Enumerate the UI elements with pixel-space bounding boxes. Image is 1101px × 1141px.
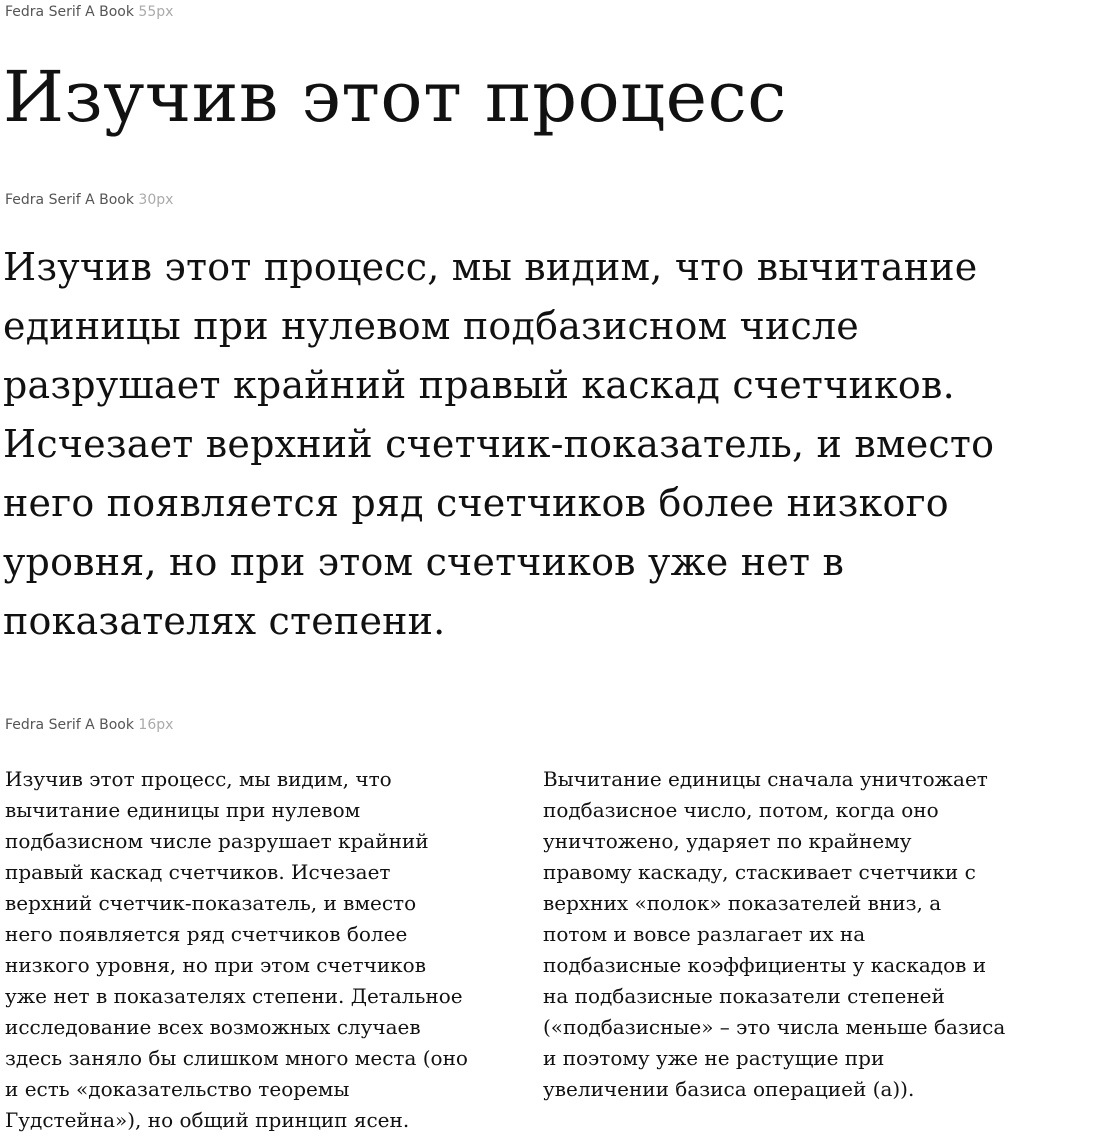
column-line: подбазисные коэффициенты у каскадов и	[543, 953, 987, 977]
paragraph-line: единицы при нулевом подбазисном числе	[3, 304, 859, 348]
specimen-label-16	[5, 716, 173, 734]
paragraph-line: уровня, но при этом счетчиков уже нет в	[3, 540, 845, 584]
column-line: уже нет в показателях степени. Детальное	[5, 984, 463, 1008]
font-size-label: 16px	[138, 717, 174, 733]
column-line: («подбазисные» – это числа меньше базиса	[543, 1015, 1006, 1039]
column-line: него появляется ряд счетчиков более	[5, 922, 408, 946]
paragraph-line: Изучив этот процесс, мы видим, что вычитание	[3, 245, 978, 289]
column-line: исследование всех возможных случаев	[5, 1015, 421, 1039]
column-line: подбазисное число, потом, когда оно	[543, 798, 939, 822]
paragraph-line: Исчезает верхний счетчик-показатель, и вместо	[3, 422, 995, 466]
column-line: подбазисном числе разрушает крайний	[5, 829, 429, 853]
font-size-label: 55px	[138, 4, 174, 20]
column-line: правому каскаду, стаскивает счетчики с	[543, 860, 976, 884]
column-line: верхний счетчик-показатель, и вместо	[5, 891, 417, 915]
column-line: уничтожено, ударяет по крайнему	[543, 829, 912, 853]
font-name: Fedra Serif A Book	[5, 4, 134, 20]
font-size-label: 30px	[138, 192, 174, 208]
column-line: низкого уровня, но при этом счетчиков	[5, 953, 426, 977]
column-line: на подбазисные показатели степеней	[543, 984, 945, 1008]
column-line: и есть «доказательство теоремы	[5, 1077, 350, 1101]
column-line: вычитание единицы при нулевом	[5, 798, 361, 822]
specimen-column-right	[543, 764, 1073, 1105]
column-line: Вычитание единицы сначала уничтожает	[543, 767, 988, 791]
column-line: Гудстейна»), но общий принцип ясен.	[5, 1108, 410, 1132]
column-line: Изучив этот процесс, мы видим, что	[5, 767, 392, 791]
paragraph-line: показателях степени.	[3, 599, 446, 643]
font-name: Fedra Serif A Book	[5, 192, 134, 208]
font-name: Fedra Serif A Book	[5, 717, 134, 733]
column-line: здесь заняло бы слишком много места (оно	[5, 1046, 468, 1070]
specimen-paragraph-30	[3, 238, 1088, 651]
specimen-column-left	[5, 764, 525, 1136]
specimen-label-55	[5, 3, 173, 21]
column-line: потом и вовсе разлагает их на	[543, 922, 866, 946]
column-line: верхних «полок» показателей вниз, а	[543, 891, 942, 915]
specimen-label-30	[5, 191, 173, 209]
column-line: увеличении базиса операцией (a)).	[543, 1077, 915, 1101]
paragraph-line: него появляется ряд счетчиков более низкого	[3, 481, 949, 525]
column-line: правый каскад счетчиков. Исчезает	[5, 860, 391, 884]
specimen-text-55: Изучив этот процесс	[3, 56, 788, 138]
column-line: и поэтому уже не растущие при	[543, 1046, 885, 1070]
paragraph-line: разрушает крайний правый каскад счетчиков.	[3, 363, 955, 407]
